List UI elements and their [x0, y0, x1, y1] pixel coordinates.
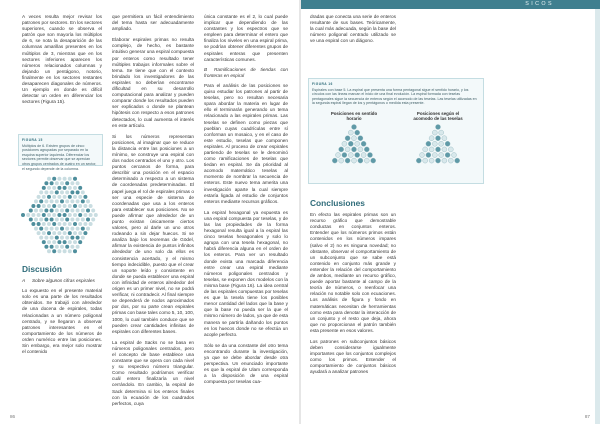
- hex-dot: [29, 209, 33, 213]
- wedge-dot: [339, 158, 344, 163]
- hex-dot: [91, 209, 95, 213]
- hex-dot: [57, 222, 61, 226]
- paragraph: que permitiera un fácil entendimiento del tema hasta ser adecuadamente ampliado.: [112, 14, 194, 32]
- hex-dot: [68, 213, 72, 217]
- wedge-dot: [439, 130, 444, 135]
- wedge-dot: [423, 158, 428, 163]
- hex-dot: [52, 195, 56, 199]
- wedge-dot: [429, 147, 434, 152]
- hex-dot: [55, 236, 59, 240]
- hex-dot: [76, 181, 80, 185]
- hex-dot: [65, 236, 69, 240]
- wedge-dot: [436, 147, 441, 152]
- figure-label: FIGURA 15: [22, 138, 43, 142]
- discussion-heading: Discusión: [22, 264, 63, 274]
- hex-dot: [81, 190, 85, 194]
- hex-dot: [68, 186, 72, 190]
- clockwise-spiral-diagram: [323, 123, 385, 167]
- wedge-dot: [426, 152, 431, 157]
- paragraph: Para el análisis de las posiciones se quiso estudiar los patrones al partir de teselas, pero no resultan necesaria spara abordar la materia en lugar de ello el terminarán generando un tema relacionado a las espirales primas. Las teselas se definen como piezas que pueblan cuyas cuadrículas entre sí conforman un mosaico, y en el caso de este estudio, teselas que componen espirales. Al proceso de crear espirales partiendo de teselas se le denominó como ramificaciones de teselas que tiedan en espiral. Se da prioridad al acomodo matemático teselas al momento de nombrar la secuencia de enteros. Este nuevo tema amerita una investigación aparte la cual siempre estaría ligada al estudio de conjuntos enteros mediante recursos gráficos.: [204, 82, 288, 204]
- hex-dot: [29, 218, 33, 222]
- folio-right: 87: [584, 414, 590, 419]
- hex-dot: [76, 209, 80, 213]
- paragraph: Los patrones en subconjuntos básicos deben considerarse igualmente importantes que los conjuntos complejos como los primos. Entender el comportamiento de conjuntos básicos ayudará a analizar patrones: [310, 338, 396, 375]
- hex-dot: [63, 240, 67, 244]
- hex-dot: [37, 204, 41, 208]
- hex-dot: [73, 195, 77, 199]
- hex-dot: [55, 245, 59, 249]
- wedge-dot-grid: [332, 124, 375, 163]
- hex-dot: [65, 245, 69, 249]
- hex-dot: [70, 218, 74, 222]
- hex-dot: [86, 209, 90, 213]
- wedge-dot: [455, 158, 460, 163]
- right-col-1-bottom: [310, 196, 396, 376]
- subheading-number: B: [204, 66, 208, 72]
- wedge-dot: [348, 130, 353, 135]
- wedge-dot: [352, 147, 357, 152]
- hex-dot: [73, 213, 77, 217]
- hex-dot: [57, 240, 61, 244]
- hex-dot: [34, 227, 38, 231]
- hex-dot: [55, 209, 59, 213]
- hex-dot: [55, 227, 59, 231]
- hex-dot: [76, 218, 80, 222]
- hex-dot: [34, 218, 38, 222]
- hex-dot: [60, 245, 64, 249]
- hex-dot: [89, 204, 93, 208]
- wedge-dot: [361, 152, 366, 157]
- paragraph: dradas que conecta una serie de enteros resultante de sus bases. Teóricamente, la cual más adecuada, según la base del número poligonal centrado utilizado se ve una espiral con un diágono.: [310, 14, 396, 44]
- hex-dot: [50, 236, 54, 240]
- figure-caption: Espirales con base 5. La espiral que presenta una forma pentagonal sigue el sentido horario, y los círculos con las líneas marcan el inicio de una final evolución. La espiral formada con teselas pentagonales sigue la secuencia de enteros según el acomodo de las teselas. Las teselas utilizadas en la segunda espiral llegan de los y pentágonos o medida esta presente.: [312, 87, 477, 106]
- hex-dot: [42, 231, 46, 235]
- wedge-dot: [439, 152, 444, 157]
- wedge-dot: [358, 158, 363, 163]
- wedge-dot: [439, 141, 444, 146]
- hex-dot: [42, 240, 46, 244]
- wedge-dot: [371, 158, 376, 163]
- hex-dot: [47, 204, 51, 208]
- hex-dot: [63, 249, 67, 253]
- hex-dot: [63, 177, 67, 181]
- hex-dot: [55, 218, 59, 222]
- hex-dot: [70, 236, 74, 240]
- hex-dot: [52, 177, 56, 181]
- wedge-dot: [448, 158, 453, 163]
- paragraph: Si los números representan posiciones, al imaginar que se reduce la distancia entre las posiciones a un mínimo, se construye una espiral con dos nodos centrados el uno y otro. Los puntos cercanos de forma, para describir una posición en el espacio determinado a respecto a un sistema de coordenadas predeterminadas. El papel juega el rol de espirales primas o ser una especie de sistema de coordenadas que usa a los enteros para establecer sus posiciones. No se puede afirmar que alrededor de un punto existan únicamente ciertos valores, pero al darle un uno otros rodeando a sin dejar huecos. Si se analiza bajo los teoremas de Gödel, afirmar la existencia de puntos infinitos alrededor de uno solo da ellos es consistencia acertado, y el mismo tiempo indecidible, puesto que el crear un soporte leído y consistente en donde se pueda establecer una espiral con infinidad de enteros alrededor del origen es un primer nivel, no se podrá verificar, ni contradecir. Al final siempre se dependerá de nodos aproximados por dos, por su parte crean espirales primas con base tales como 5, 10, 100, 1000, lo cual también conduce que se pueden crear cantidades infinitas de espirales con diferentes bases.: [112, 133, 194, 334]
- hex-dot: [50, 190, 54, 194]
- hex-dot: [60, 236, 64, 240]
- hex-dot: [70, 209, 74, 213]
- paragraph: Elaborar espirales primas no resulta complejo, de hecho, es bastante intuitivo generar una espiral compuesta por enteros como resultado tener múltiples trabajos informales sobre el tema. Se tiene que con el contexto brindado los investigadores de las espirales no deberían encontrarse dificultad en su desarrollo computacional para analizar y pueden comparar donde los resultados pueden ser explicados o donde se plantean hipótesis con respecto a esos patrones detectados, lo cual aumenta el interés en este artículo.: [112, 37, 194, 128]
- hex-dot: [52, 231, 56, 235]
- header-band-left: [0, 0, 300, 10]
- wedge-dot: [432, 130, 437, 135]
- hex-dot: [39, 227, 43, 231]
- hex-dot: [37, 213, 41, 217]
- hex-dot: [52, 249, 56, 253]
- wedge-dot: [432, 152, 437, 157]
- page-gutter: [299, 0, 301, 424]
- hex-dot: [65, 181, 69, 185]
- wedge-dot: [442, 147, 447, 152]
- hex-dot: [50, 218, 54, 222]
- hex-dot: [57, 231, 61, 235]
- hex-dot: [50, 227, 54, 231]
- panel-caption: Posiciones según el acomodo de las teselas: [413, 110, 463, 122]
- hex-dot: [44, 209, 48, 213]
- hex-dot: [76, 236, 80, 240]
- paragraph: A veces resulta mejor revisar los patrones por sectores. En los sectores superiores, cuando se observa el patrón que son mayoría los múltiplos de 6, se nota la desaparición de las columnas amarillas presentes en los múltiplos de 3, mientras que en los sectores inferiores aparecen los números relacionados columnas y dejando un pentágono, notorio, finalmente en los sectores restantes desaparecen diagonales de números. Un ejemplo en donde es difícil detectar un orden en diferenciar los sectores (Figura 15).: [22, 14, 102, 105]
- hex-dot: [63, 195, 67, 199]
- hex-dot: [81, 227, 85, 231]
- figure-caption: Múltiplos de 6. Existen grupos de cinco posiciones agrupadas por separado en la esquina superior izquierda. Diferenciar los sectores permite observar que se aprecian otros grupos centrados de cuatro en un sector, el segundo depende de la columna.: [22, 143, 97, 171]
- left-col-2: [112, 14, 194, 407]
- wedge-dot: [358, 136, 363, 141]
- hex-dot: [42, 222, 46, 226]
- hex-dot: [70, 190, 74, 194]
- hex-dot: [57, 213, 61, 217]
- hex-dot: [50, 245, 54, 249]
- hex-dot: [76, 190, 80, 194]
- hex-dot: [39, 209, 43, 213]
- hex-dot-grid: [21, 177, 98, 253]
- wedge-dot: [355, 130, 360, 135]
- hex-dot: [37, 195, 41, 199]
- hex-dot: [52, 213, 56, 217]
- header-band-right: [300, 0, 600, 9]
- wedge-dot: [336, 152, 341, 157]
- hex-dot: [60, 209, 64, 213]
- hex-dot: [73, 186, 77, 190]
- right-col-1-top: [310, 14, 396, 44]
- hex-dot: [81, 218, 85, 222]
- wedge-dot: [361, 141, 366, 146]
- hex-dot: [26, 213, 30, 217]
- paragraph: única constante es el 2, lo cual puede implicar que dependiendo de las constantes y los espectros que se empleen para determinar el entero que finaliza los niveles en una espiral prima, se podrían obtener diferentes grupos de espirales enteras que presenten características comunes.: [204, 14, 288, 62]
- hex-dot: [89, 213, 93, 217]
- hex-dot: [81, 236, 85, 240]
- subheading-b: [204, 67, 288, 79]
- left-col-1-bottom: [22, 262, 102, 355]
- wedge-dot: [368, 152, 373, 157]
- hex-dot: [70, 199, 74, 203]
- hex-dot: [81, 209, 85, 213]
- figure-15-caption-box: [18, 134, 103, 171]
- clockwise-panel: [323, 111, 385, 169]
- hex-dot: [34, 199, 38, 203]
- hex-dot: [31, 204, 35, 208]
- hex-dot: [55, 199, 59, 203]
- hex-dot: [76, 199, 80, 203]
- hex-dot: [44, 236, 48, 240]
- wedge-dot: [436, 136, 441, 141]
- hex-dot: [78, 222, 82, 226]
- hex-dot: [89, 222, 93, 226]
- hex-dot: [57, 177, 61, 181]
- hex-dot: [78, 204, 82, 208]
- hex-dot: [68, 231, 72, 235]
- figure-16-panels: [312, 111, 480, 169]
- hex-dot: [37, 231, 41, 235]
- hex-dot: [47, 177, 51, 181]
- wedge-dot: [364, 147, 369, 152]
- hex-dot: [70, 181, 74, 185]
- hex-dot: [86, 218, 90, 222]
- right-edge-band: [595, 9, 600, 424]
- hex-dot: [78, 213, 82, 217]
- hex-dot: [76, 245, 80, 249]
- hex-dot: [83, 195, 87, 199]
- wedge-dot-grid: [416, 124, 459, 163]
- hex-dot: [31, 222, 35, 226]
- wedge-dot: [429, 136, 434, 141]
- hex-dot: [55, 190, 59, 194]
- wedge-dot: [345, 147, 350, 152]
- wedge-dot: [429, 158, 434, 163]
- hex-dot: [91, 218, 95, 222]
- hex-dot: [57, 186, 61, 190]
- hex-dot: [78, 231, 82, 235]
- hex-dot: [47, 195, 51, 199]
- left-col-3: [204, 14, 288, 385]
- wedge-dot: [432, 141, 437, 146]
- hex-dot: [65, 227, 69, 231]
- hex-dot: [65, 199, 69, 203]
- wedge-dot: [352, 136, 357, 141]
- hex-dot: [81, 199, 85, 203]
- paragraph: La espiral hexagonal ya expuesta es una espiral compuesta por teselas, y de las las propiedades de la forma hexagonal resulta igual a la espiral las cinco teselas hexagonales y solo lo agrupa con una tesela hexagonal, no habrá diferencia alguna en el orden de los enteros. Para ver un resultado donde exista una marcada diferencia entre crear una espiral mediante números poligonales centrados y teselas, se exponen dos modelos con la misma base (Figura 16). La idea central de las espirales compuestas por teselas es que la tesela tiene los posibles menor cantidad del lados que la base y que la base no pueda ser la que el mismo número de lados, ya que de esta manera se partiría dañando los puntos en los huecos donde no se efectúa un acople perfecto.: [204, 209, 288, 337]
- hex-dot: [42, 186, 46, 190]
- hex-dot: [47, 222, 51, 226]
- hex-dot: [39, 199, 43, 203]
- wedge-dot: [348, 152, 353, 157]
- wedge-dot: [452, 152, 457, 157]
- hex-dot: [83, 213, 87, 217]
- hex-dot: [47, 249, 51, 253]
- wedge-dot: [355, 152, 360, 157]
- hex-dot: [52, 222, 56, 226]
- hex-dot: [83, 204, 87, 208]
- hex-dot: [68, 195, 72, 199]
- paragraph: La espiral de Sacks no se basa en números poligonales centrados, pero el concepto de base establece una constante que se opera con cada nivel y su respectivo número triangular. Como resultado podríamos verificar cuál entero finalizaría un nivel cerrándolo. En cambio, la espiral de Sack determina si los enteros finales con la ecuación de los cuadrados perfectos, cuya: [112, 339, 194, 406]
- wedge-dot: [436, 124, 441, 129]
- wedge-dot: [445, 141, 450, 146]
- hex-dot: [52, 204, 56, 208]
- paragraph: Lo expuesto en el presente material solo es una parte de los resultados obtenidos. Se trabajó con alrededor de una docena de espirales, todas relacionadas a un número poligonal centrado, y se llegaron a observar patrones interesantes en el comportamiento de los números de orden numérico entre las posiciones. Sin embargo, era mejor solo mostrar el contenido: [22, 288, 102, 355]
- hex-dot: [68, 177, 72, 181]
- folio-left: 86: [10, 414, 16, 419]
- paragraph: En efecto las espirales primas son un recurso gráfico que demostrable conductas en conjuntos enteros. Entender que los números primos están contenidos en los números impares (salvo el 2) no es ninguna novedad; no obstante, observar el comportamiento de un subconjunto que se sabe está contenido en conjunto más grande y entender la relación del comportamiento de ambos, mediante un recurso gráfico, puede aportar bastante al campo de la teoría de números, o reenfocar una relación no notable solo con ecuaciones. Los análisis de figura y fondo en matemáticas necesitan de herramientas como esta para denotar la interacción de un conjunto y el resto que deja, ahora que no proporcionan el patrón también esta presente en esos valores.: [310, 212, 396, 333]
- wedge-dot: [345, 158, 350, 163]
- hex-dot: [37, 222, 41, 226]
- hex-dot: [63, 213, 67, 217]
- wedge-dot: [436, 158, 441, 163]
- hex-dot: [68, 222, 72, 226]
- wedge-dot: [423, 147, 428, 152]
- hex-dot: [50, 181, 54, 185]
- wedge-dot: [442, 158, 447, 163]
- hex-dot: [34, 209, 38, 213]
- wedge-dot: [332, 158, 337, 163]
- hex-dot: [70, 227, 74, 231]
- subheading-text: Sobre algunos cifras espirales: [32, 278, 95, 284]
- hex-dot: [47, 213, 51, 217]
- wedge-dot: [420, 152, 425, 157]
- hex-dot: [68, 240, 72, 244]
- hex-dot: [73, 222, 77, 226]
- hex-dot: [63, 231, 67, 235]
- paragraph: Sólo se da una constante del otro tema encontrando durante la investigación, ya que se debe abordar desde otra perspectiva. Un enunciado importante es que la espiral de Ulam corresponda a la disposición de una espiral compuesta por teselas cua-: [204, 342, 288, 385]
- wedge-dot: [342, 152, 347, 157]
- tessellation-spiral-diagram: [407, 123, 469, 167]
- hex-dot: [73, 177, 77, 181]
- hex-dot: [94, 213, 98, 217]
- hex-dot: [83, 222, 87, 226]
- hex-dot: [21, 213, 25, 217]
- wedge-dot: [445, 152, 450, 157]
- subheading-a: [22, 278, 102, 284]
- wedge-dot: [358, 147, 363, 152]
- hex-dot: [42, 213, 46, 217]
- hex-dot: [86, 227, 90, 231]
- hex-dot: [60, 199, 64, 203]
- hex-dot: [57, 195, 61, 199]
- hex-dot: [60, 218, 64, 222]
- wedge-dot: [416, 158, 421, 163]
- hex-dot: [65, 190, 69, 194]
- wedge-dot: [364, 158, 369, 163]
- hex-dot: [73, 240, 77, 244]
- hex-dot: [44, 199, 48, 203]
- tessellation-panel: [407, 111, 469, 169]
- hex-dot: [57, 249, 61, 253]
- hex-dot: [47, 186, 51, 190]
- section-tag: SICOS: [525, 1, 554, 7]
- wedge-dot: [348, 141, 353, 146]
- hex-dot: [63, 186, 67, 190]
- figure-label: FIGURA 16: [312, 82, 333, 86]
- hex-dot: [73, 204, 77, 208]
- hex-dot: [68, 204, 72, 208]
- hex-dot: [76, 227, 80, 231]
- hex-dot: [63, 222, 67, 226]
- hexagonal-spiral-figure: [20, 170, 102, 260]
- hex-dot: [50, 209, 54, 213]
- hex-dot: [86, 199, 90, 203]
- wedge-dot: [342, 141, 347, 146]
- hex-dot: [50, 199, 54, 203]
- hex-dot: [39, 236, 43, 240]
- hex-dot: [65, 218, 69, 222]
- hex-dot: [42, 195, 46, 199]
- hex-dot: [70, 245, 74, 249]
- figure-16-box: [308, 78, 484, 184]
- wedge-dot: [345, 136, 350, 141]
- wedge-dot: [448, 147, 453, 152]
- left-col-1-top: [22, 14, 102, 105]
- hex-dot: [31, 213, 35, 217]
- hex-dot: [47, 240, 51, 244]
- wedge-dot: [352, 158, 357, 163]
- hex-dot: [65, 209, 69, 213]
- hex-dot: [44, 227, 48, 231]
- wedge-dot: [352, 124, 357, 129]
- conclusions-heading: Conclusiones: [310, 198, 365, 208]
- hex-dot: [39, 218, 43, 222]
- hex-dot: [44, 190, 48, 194]
- hex-dot: [78, 240, 82, 244]
- hex-dot: [42, 204, 46, 208]
- subheading-number: A: [22, 278, 26, 284]
- hex-dot: [39, 190, 43, 194]
- hex-dot: [73, 231, 77, 235]
- wedge-dot: [355, 141, 360, 146]
- subheading-text: Ramificaciones de tiendas con fronteras en espiral: [204, 66, 288, 78]
- hex-dot: [60, 181, 64, 185]
- hex-dot: [44, 218, 48, 222]
- hex-dot: [55, 181, 59, 185]
- hex-dot: [52, 240, 56, 244]
- hex-dot: [52, 186, 56, 190]
- wedge-dot: [339, 147, 344, 152]
- hex-dot: [60, 190, 64, 194]
- hex-dot: [57, 204, 61, 208]
- panel-caption: Posiciones en sentido horario: [330, 110, 378, 122]
- hex-dot: [73, 249, 77, 253]
- hex-dot: [44, 245, 48, 249]
- wedge-dot: [442, 136, 447, 141]
- hex-dot: [78, 186, 82, 190]
- hex-dot: [63, 204, 67, 208]
- hex-dot: [78, 195, 82, 199]
- hex-dot: [60, 227, 64, 231]
- hex-dot: [68, 249, 72, 253]
- hex-dot: [83, 231, 87, 235]
- hex-dot: [44, 181, 48, 185]
- hex-dot: [47, 231, 51, 235]
- wedge-dot: [426, 141, 431, 146]
